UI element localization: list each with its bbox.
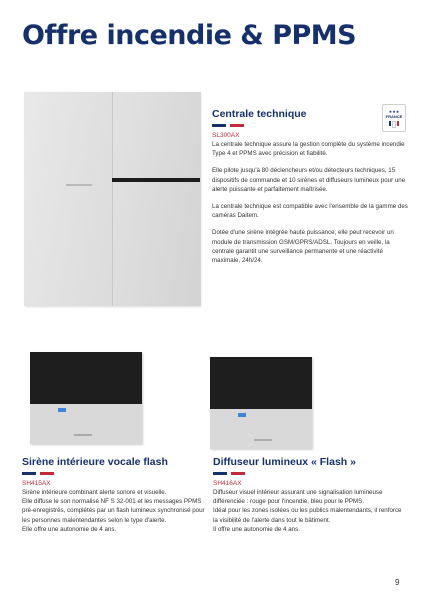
siren-logo-mark — [74, 434, 92, 436]
badge-word: FRANCE — [385, 113, 403, 119]
siren-paragraph: Sirène intérieure combinant alerte sonore et visuelle. — [22, 489, 167, 496]
siren-paragraph: Elle offre une autonomie de 4 ans. — [22, 525, 117, 533]
central-unit-title: Centrale technique — [212, 108, 307, 120]
badge-stars: ★★★ — [388, 108, 400, 114]
french-flag-rule — [22, 472, 212, 475]
central-unit-paragraph: La centrale technique est compatible avec l'ensemble de la gamme des caméras Daitem. — [212, 203, 408, 220]
central-unit-ref: SL300AX — [212, 132, 240, 139]
siren-section — [22, 456, 212, 534]
siren-image — [30, 352, 142, 444]
central-unit-paragraph: La centrale technique assure la gestion complète du système incendie Type 4 et PPMS avec précision et fiabilité. — [212, 141, 405, 158]
flash-ref: SH416AX — [213, 480, 242, 487]
central-unit-image — [24, 92, 200, 306]
french-flag-rule — [212, 124, 408, 127]
siren-paragraph: Elle diffuse le son normalisé NF S 32-001 et les messages PPMS pré-enregistrés, complétés par un flash lumineux synchronisé pour les personnes malentendantes selon le type d'alerte. — [22, 498, 205, 524]
flash-logo-mark — [254, 439, 272, 441]
central-unit-section — [212, 108, 408, 265]
central-unit-door — [112, 92, 201, 306]
flash-title: Diffuseur lumineux « Flash » — [213, 456, 356, 468]
flash-lens — [210, 357, 312, 409]
central-unit-paragraph: Dotée d'une sirène intégrée haute puissance, elle peut recevoir un module de transmission GSM/GPRS/ADSL. Toujours en veille, la centrale garantit une surveillance permanente et une réactivité maximale, 24h/24. — [212, 229, 394, 265]
siren-led-icon — [58, 408, 66, 412]
siren-ref: SH415AX — [22, 480, 51, 487]
central-unit-paragraph: Elle pilote jusqu'à 80 déclencheurs et/ou détecteurs techniques, 15 dispositifs de commande et 10 sirènes et diffuseurs lumineux pour une alerte puissante et parfaitement maîtrisée. — [212, 167, 406, 193]
siren-speaker-grille — [30, 352, 142, 404]
flash-paragraph: Diffuseur visuel intérieur assurant une signalisation lumineuse différenciée : rouge pour l'incendie, bleu pour le PPMS. — [213, 489, 383, 506]
page-title: Offre incendie & PPMS — [22, 20, 357, 51]
flash-paragraph: Idéal pour les zones isolées ou les publics malentendants, il renforce la visibilité de l'alerte dans tout le bâtiment. — [213, 507, 402, 524]
flash-section — [213, 456, 403, 534]
siren-title: Sirène intérieure vocale flash — [22, 456, 168, 468]
flash-image — [210, 357, 312, 449]
central-unit-black-bar — [112, 178, 200, 182]
french-flag-rule — [213, 472, 403, 475]
central-unit-logo-mark — [66, 184, 92, 186]
page-number: 9 — [395, 578, 400, 587]
flash-led-icon — [238, 413, 246, 417]
flash-paragraph: Il offre une autonomie de 4 ans. — [213, 525, 300, 533]
